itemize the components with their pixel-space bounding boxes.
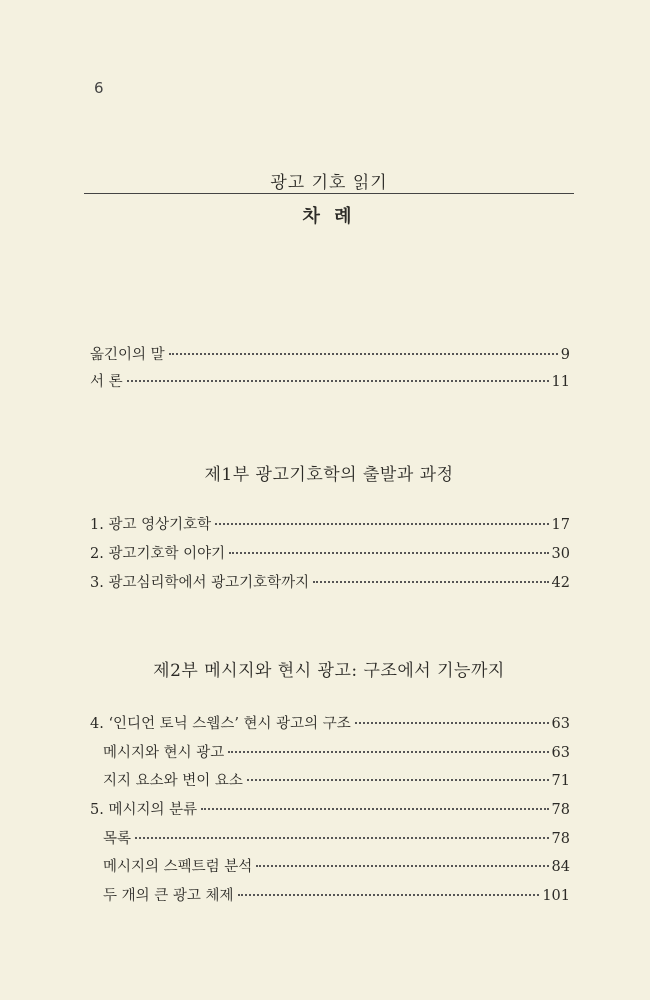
toc-entry-page: 78 <box>551 831 570 847</box>
toc-subentry <box>103 827 570 849</box>
toc-entry-label: 메시지의 스펙트럼 분석 <box>103 859 253 875</box>
dot-leader <box>256 864 548 867</box>
toc-subentry <box>103 884 570 906</box>
dot-leader <box>229 551 548 554</box>
toc-entry-label: 옮긴이의 말 <box>90 347 165 363</box>
toc-entry-label: 2. 광고기호학 이야기 <box>90 546 226 562</box>
toc-entry <box>90 513 570 535</box>
dot-leader <box>355 721 549 724</box>
part-heading: 제2부 메시지와 현시 광고: 구조에서 기능까지 <box>153 661 505 681</box>
dot-leader <box>201 807 548 810</box>
running-head: 광고 기호 읽기 <box>270 173 388 193</box>
page-number: 6 <box>94 79 104 97</box>
toc-entry-label: 목록 <box>103 831 132 847</box>
toc-entry-page: 9 <box>560 347 570 363</box>
header-rule <box>84 193 574 194</box>
toc-entry-page: 63 <box>551 745 570 761</box>
toc-entry <box>90 798 570 820</box>
dot-leader <box>228 750 548 753</box>
toc-entry-label: 5. 메시지의 분류 <box>90 802 198 818</box>
toc-entry <box>90 343 570 365</box>
toc-entry-page: 42 <box>551 575 570 591</box>
toc-entry-label: 두 개의 큰 광고 체제 <box>103 888 234 904</box>
toc-entry-page: 11 <box>551 374 570 390</box>
toc-entry-label: 1. 광고 영상기호학 <box>90 517 212 533</box>
toc-entry-label: 메시지와 현시 광고 <box>103 745 225 761</box>
dot-leader <box>135 836 549 839</box>
toc-entry-label: 지지 요소와 변이 요소 <box>103 773 243 789</box>
toc-entry-label: 4. ‘인디언 토닉 스웹스’ 현시 광고의 구조 <box>90 716 351 732</box>
toc-entry <box>90 542 570 564</box>
toc-title: 차 례 <box>302 206 356 227</box>
toc-entry <box>90 571 570 593</box>
toc-entry-page: 30 <box>551 546 570 562</box>
toc-subentry <box>103 855 570 877</box>
dot-leader <box>127 379 549 382</box>
part-heading: 제1부 광고기호학의 출발과 과정 <box>204 465 454 485</box>
toc-entry-page: 71 <box>551 773 570 789</box>
dot-leader <box>238 893 540 896</box>
toc-entry-label: 3. 광고심리학에서 광고기호학까지 <box>90 575 310 591</box>
toc-entry-label: 서 론 <box>90 374 123 390</box>
toc-subentry <box>103 741 570 763</box>
toc-entry <box>90 370 570 392</box>
toc-entry-page: 84 <box>551 859 570 875</box>
dot-leader <box>215 522 548 525</box>
toc-entry-page: 101 <box>542 888 570 904</box>
dot-leader <box>247 778 549 781</box>
toc-subentry <box>103 769 570 791</box>
toc-entry-page: 78 <box>551 802 570 818</box>
dot-leader <box>313 580 548 583</box>
toc-entry <box>90 712 570 734</box>
toc-entry-page: 17 <box>551 517 570 533</box>
toc-entry-page: 63 <box>551 716 570 732</box>
dot-leader <box>169 352 558 355</box>
